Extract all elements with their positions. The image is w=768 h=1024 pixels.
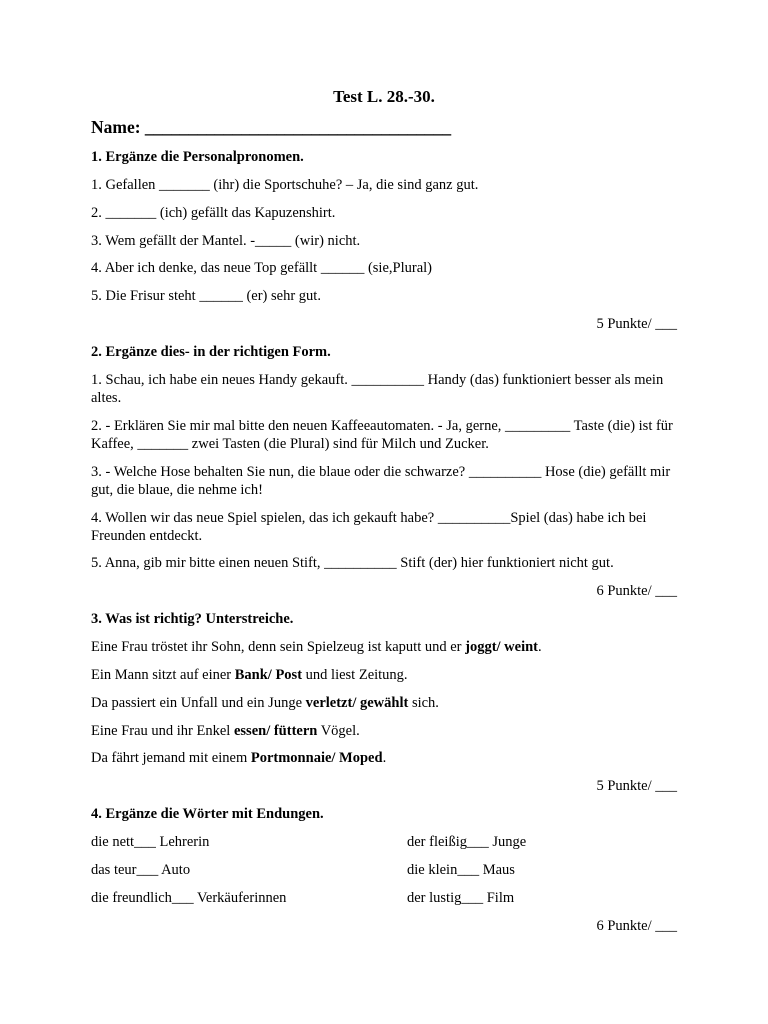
item-text: Da fährt jemand mit einem <box>91 750 251 766</box>
name-field-line: Name: ___________________________________ <box>91 117 452 137</box>
section-4-heading: 4. Ergänze die Wörter mit Endungen. <box>91 806 324 822</box>
section-4-row-3-left: die freundlich___ Verkäuferinnen <box>91 890 287 906</box>
worksheet-page <box>91 0 677 1024</box>
page-title: Test L. 28.-30. <box>333 87 435 106</box>
section-3-item-3 <box>91 694 677 712</box>
section-3-item-5 <box>91 749 677 767</box>
item-text: Eine Frau tröstet ihr Sohn, denn sein Spielzeug ist kaputt und er <box>91 639 466 655</box>
section-1-item-5: 5. Die Frisur steht ______ (er) sehr gut. <box>91 288 321 304</box>
section-1-item-1: 1. Gefallen _______ (ihr) die Sportschuhe? – Ja, die sind ganz gut. <box>91 177 479 193</box>
section-1-points: 5 Punkte/ ___ <box>596 316 677 332</box>
item-text: Da passiert ein Unfall und ein Junge <box>91 695 306 711</box>
section-3-item-2 <box>91 666 677 684</box>
section-3-heading: 3. Was ist richtig? Unterstreiche. <box>91 611 294 627</box>
section-2-item-2: 2. - Erklären Sie mir mal bitte den neuen Kaffeeautomaten. - Ja, gerne, _________ Taste (die) ist für Kaffee, _______ zwei Tasten (die Plural) sind für Milch und Zucker. <box>91 418 673 452</box>
section-3-item-4 <box>91 722 677 740</box>
answer-options: Portmonnaie/ Moped <box>250 750 383 766</box>
section-4-row-1-right: der fleißig___ Junge <box>407 834 527 850</box>
section-2-item-4: 4. Wollen wir das neue Spiel spielen, das ich gekauft habe? __________Spiel (das) habe ich bei Freunden entdeckt. <box>91 510 647 544</box>
answer-options: verletzt/ gewählt <box>305 695 409 711</box>
section-3-points: 5 Punkte/ ___ <box>596 778 677 794</box>
item-text: Ein Mann sitzt auf einer <box>91 667 235 683</box>
section-4-row-1-left: die nett___ Lehrerin <box>91 834 210 850</box>
item-text-end: . <box>538 639 542 655</box>
section-2-points: 6 Punkte/ ___ <box>596 583 677 599</box>
section-2-item-5: 5. Anna, gib mir bitte einen neuen Stift, __________ Stift (der) hier funktioniert nicht gut. <box>91 555 614 571</box>
section-1-item-3: 3. Wem gefällt der Mantel. -_____ (wir) nicht. <box>91 233 361 249</box>
section-3-item-1 <box>91 638 677 656</box>
item-text-end: . <box>382 750 387 766</box>
answer-options: essen/ füttern <box>233 723 318 739</box>
section-1-heading: 1. Ergänze die Personalpronomen. <box>91 149 304 165</box>
section-2-item-1: 1. Schau, ich habe ein neues Handy gekauft. __________ Handy (das) funktioniert besser als mein altes. <box>91 372 664 406</box>
item-text: Eine Frau und ihr Enkel <box>91 723 234 739</box>
item-text-end: und liest Zeitung. <box>302 667 408 683</box>
section-2-heading: 2. Ergänze dies- in der richtigen Form. <box>91 344 331 360</box>
answer-options: joggt/ weint <box>465 639 539 655</box>
item-text-end: Vögel. <box>317 723 360 739</box>
item-text-end: sich. <box>408 695 439 711</box>
section-4-row-2-left: das teur___ Auto <box>91 862 191 878</box>
answer-options: Bank/ Post <box>234 667 303 683</box>
section-1-item-2: 2. _______ (ich) gefällt das Kapuzenshirt. <box>91 205 336 221</box>
section-4-row-3-right: der lustig___ Film <box>407 890 515 906</box>
section-4-row-2-right: die klein___ Maus <box>407 862 515 878</box>
section-4-points: 6 Punkte/ ___ <box>596 918 677 934</box>
section-2-item-3: 3. - Welche Hose behalten Sie nun, die blaue oder die schwarze? __________ Hose (die) gefällt mir gut, die blaue, die nehme ich! <box>91 464 671 498</box>
section-1-item-4: 4. Aber ich denke, das neue Top gefällt ______ (sie,Plural) <box>91 260 432 276</box>
